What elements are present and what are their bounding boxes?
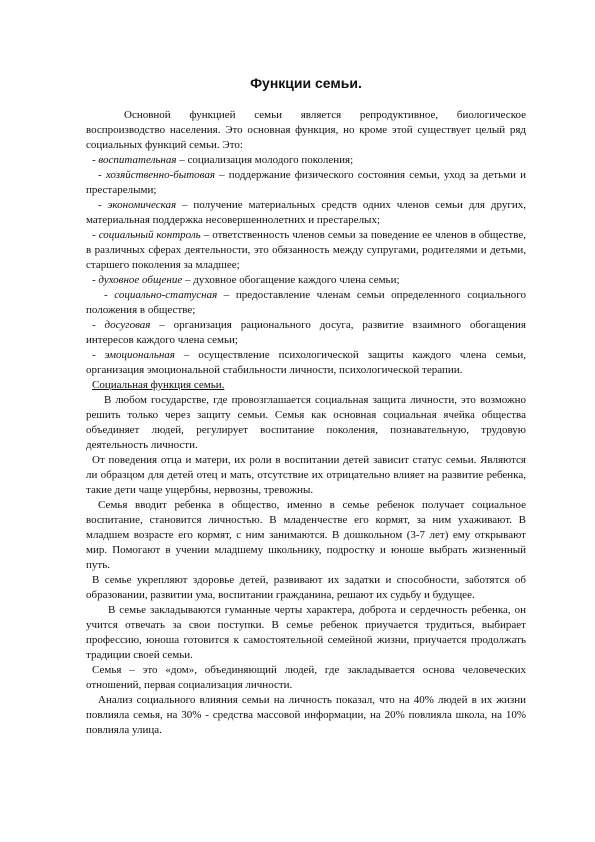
body-paragraph: Семья вводит ребенка в общество, именно в семье ребенок получает социальное воспитание, становится личностью. В младенчестве его кормят, за ним ухаживают. В младшем возрасте его кормят, с ним занимаются. В дошкольном (3-7 лет) ему открывают мир. Помогают в учении младшему школьнику, подростку и юноше выбрать жизненный путь.: [86, 499, 526, 571]
function-item: - социальный контроль – ответственность членов семьи за поведение ее членов в обществе, в различных сферах деятельности, это обязанность между супругами, родителями и детьми, старшего поколения за младшее;: [86, 229, 526, 271]
function-term: социально-статусная: [114, 289, 218, 301]
function-term: хозяйственно-бытовая: [105, 169, 215, 181]
body-paragraph: В семье укрепляют здоровье детей, развивают их задатки и способности, заботятся об образовании, развитии ума, воспитании гражданина, решают их судьбу и будущее.: [86, 574, 526, 601]
function-item: - эмоциональная – осуществление психологической защиты каждого члена семьи, организация эмоциональной стабильности личности, психологической терапии.: [86, 349, 527, 376]
function-term: экономическая: [107, 199, 177, 211]
body-paragraph: В любом государстве, где провозглашается социальная защита личности, это возможно решить только через защиту семьи. Семья как основная социальная ячейка общества объединяет людей, регулирует воспитание поколения, познавательную, трудовую деятельность личности.: [86, 394, 526, 451]
function-term: досуговая: [104, 319, 151, 331]
function-item: - воспитательная – социализация молодого поколения;: [92, 154, 354, 166]
function-term: духовное общение: [98, 274, 183, 286]
function-item: - хозяйственно-бытовая – поддержание физического состояния семьи, уход за детьми и престарелыми;: [86, 169, 526, 196]
section-subheading: Социальная функция семьи.: [92, 379, 225, 391]
body-paragraph: Семья – это «дом», объединяющий людей, где закладывается основа человеческих отношений, первая социализация личности.: [86, 664, 526, 691]
function-item: - социально-статусная – предоставление членам семьи определенного социального положения в обществе;: [86, 289, 526, 316]
function-term: социальный контроль: [98, 229, 201, 241]
function-item: - досуговая – организация рационального досуга, развитие взаимного обогащения интересов каждого члена семьи;: [86, 319, 526, 346]
function-item: - экономическая – получение материальных средств одних членов семьи для других, материальная поддержка несовершеннолетних и престарелых;: [86, 199, 526, 226]
body-paragraph: От поведения отца и матери, их роли в воспитании детей зависит статус семьи. Являются ли образцом для детей отец и мать, отсутствие их отрицательно влияет на развитие ребенка, такие дети чаще ущербны, нервозны, тревожны.: [86, 454, 526, 496]
page-title: Функции семьи.: [250, 75, 362, 91]
functions-list: [86, 153, 526, 378]
function-term: воспитательная: [98, 154, 177, 166]
body-paragraph: В семье закладываются гуманные черты характера, доброта и сердечность ребенка, он учится отвечать за свои поступки. В семье ребенок приучается трудиться, выбирает профессию, юноша готовится к самостоятельной семейной жизни, приучается продолжать традиции своей семьи.: [86, 604, 526, 661]
body-paragraph: Анализ социального влияния семьи на личность показал, что на 40% людей в их жизни повлияла семья, на 30% - средства массовой информации, на 20% повлияла школа, на 10% повлияла улица.: [86, 694, 526, 736]
function-term: эмоциональная: [104, 349, 175, 361]
intro-paragraph: Основной функцией семьи является репродуктивное, биологическое воспроизводство населения. Это основная функция, но кроме этой существует целый ряд социальных функций семьи. Это:: [86, 109, 526, 151]
function-item: - духовное общение – духовное обогащение каждого члена семьи;: [92, 274, 400, 286]
document-page: [86, 0, 526, 738]
